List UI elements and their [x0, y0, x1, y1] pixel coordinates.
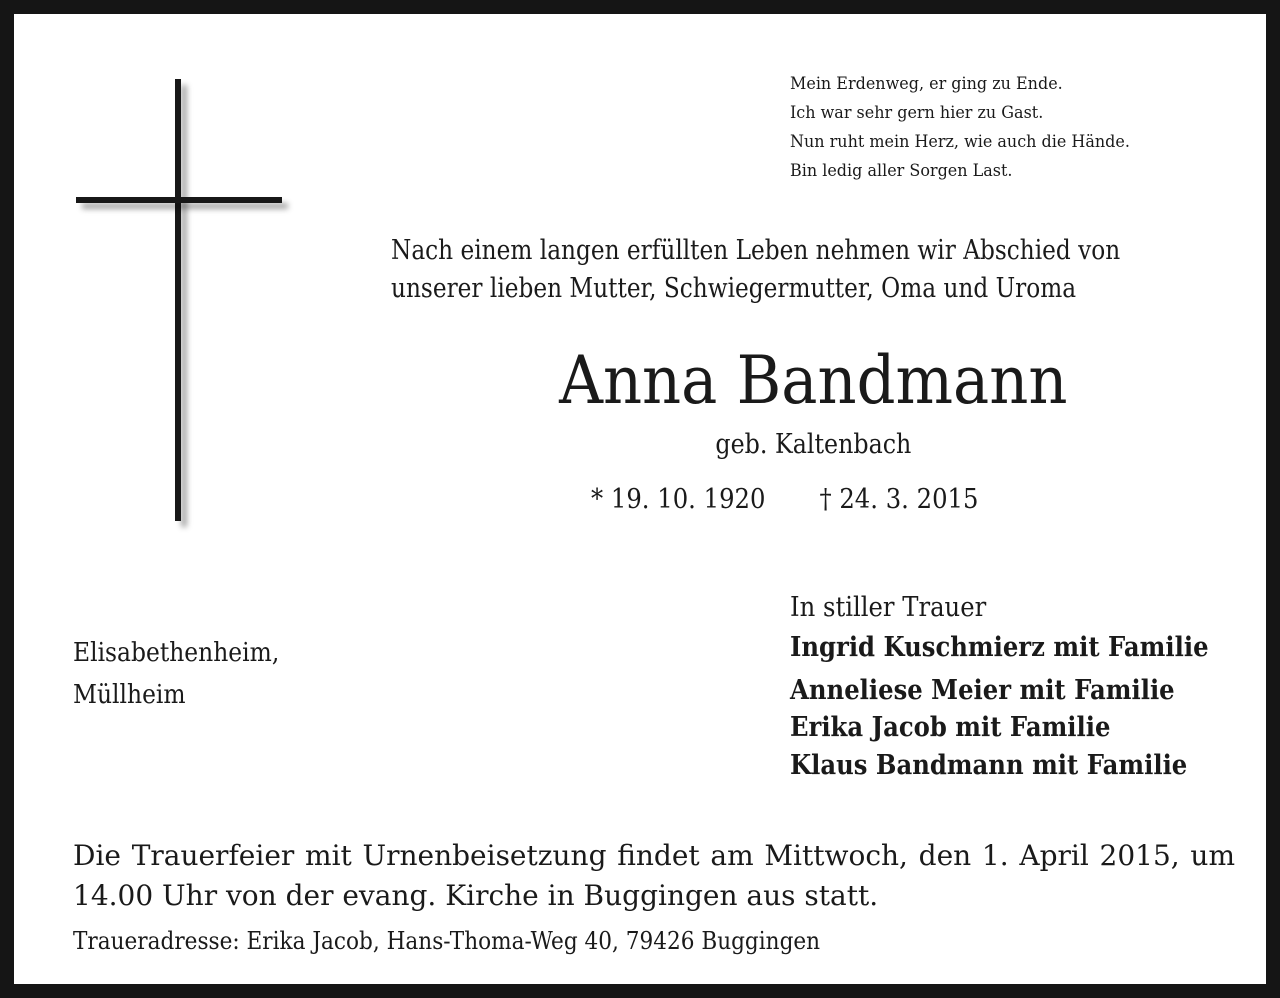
maiden-name-row	[14, 426, 1280, 464]
poem-line: Mein Erdenweg, er ging zu Ende.	[790, 74, 1063, 94]
mourner-family: Anneliese Meier mit Familie	[790, 675, 1175, 706]
poem-line: Ich war sehr gern hier zu Gast.	[790, 103, 1044, 123]
mourner-family: Ingrid Kuschmierz mit Familie	[790, 632, 1209, 663]
cross-icon	[64, 69, 304, 539]
deceased-name: Anna Bandmann	[558, 342, 1068, 419]
mourner-family: Klaus Bandmann mit Familie	[790, 750, 1188, 781]
maiden-name: geb. Kaltenbach	[714, 429, 911, 460]
place-line: Müllheim	[73, 680, 186, 710]
ceremony-line: 14.00 Uhr von der evang. Kirche in Buggingen aus statt.	[73, 879, 879, 912]
intro-line: Nach einem langen erfüllten Leben nehmen wir Abschied von	[391, 235, 1121, 266]
ceremony-info	[73, 836, 1235, 916]
mourner-family: Erika Jacob mit Familie	[790, 712, 1111, 743]
intro-text	[391, 232, 1120, 308]
poem-line: Nun ruht mein Herz, wie auch die Hände.	[790, 132, 1130, 152]
place-line: Elisabethenheim,	[73, 638, 280, 668]
place	[73, 632, 279, 716]
death-date: † 24. 3. 2015	[819, 484, 979, 515]
mourning-lead: In stiller Trauer	[790, 592, 987, 623]
life-dates	[591, 481, 978, 519]
cross-horizontal-beam	[76, 197, 282, 203]
deceased-name-row	[14, 342, 1280, 420]
mourners	[790, 588, 1209, 786]
intro-line: unserer lieben Mutter, Schwiegermutter, Oma und Uroma	[391, 273, 1077, 304]
poem-line: Bin ledig aller Sorgen Last.	[790, 161, 1013, 181]
ceremony-line: Die Trauerfeier mit Urnenbeisetzung findet am Mittwoch, den 1. April 2015, um	[73, 839, 1235, 872]
mourning-address: Traueradresse: Erika Jacob, Hans-Thoma-Weg 40, 79426 Buggingen	[73, 927, 821, 955]
poem	[790, 70, 1130, 186]
birth-date: * 19. 10. 1920	[591, 484, 766, 515]
